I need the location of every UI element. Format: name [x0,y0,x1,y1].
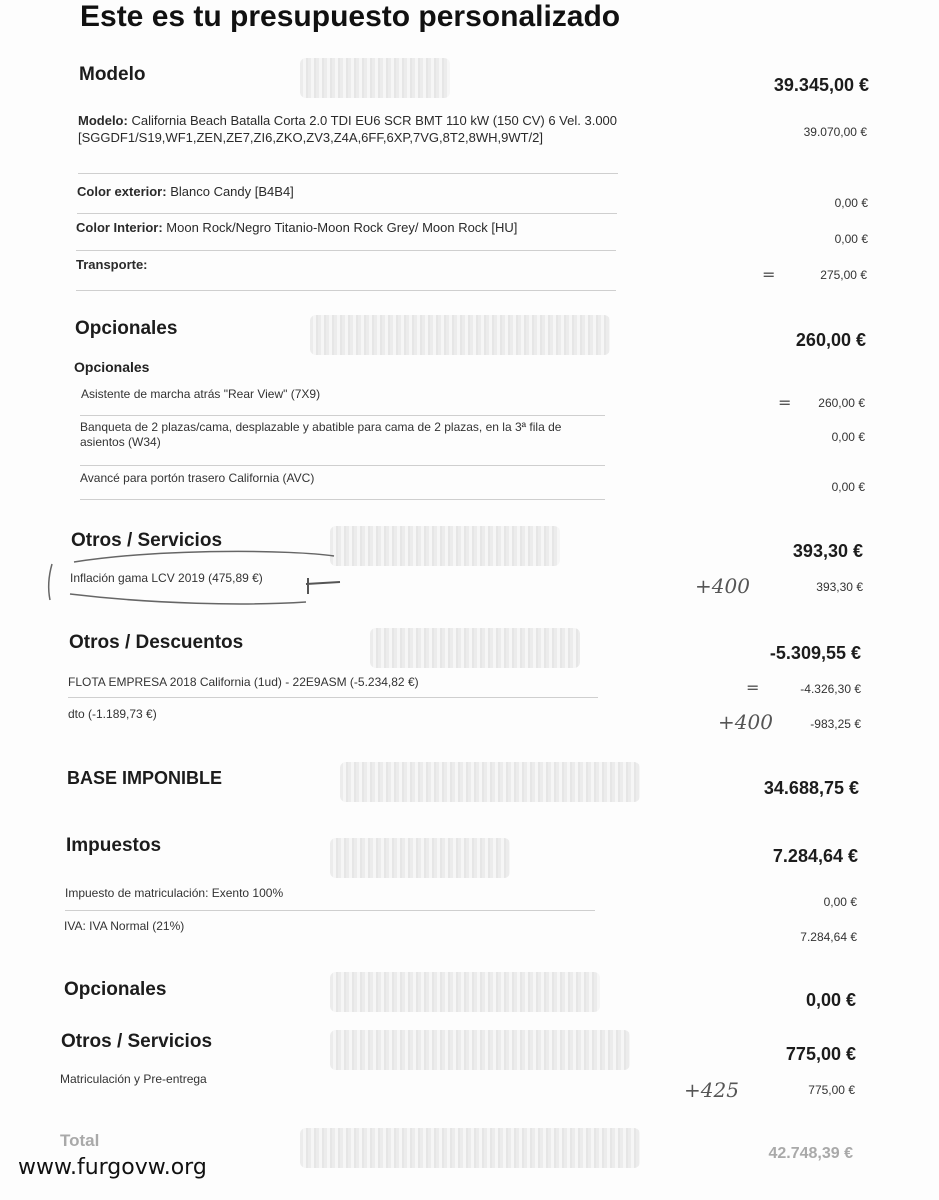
descuento-item-2: dto (-1.189,73 €) [68,707,157,721]
descuento-item-1: FLOTA EMPRESA 2018 California (1ud) - 22E9ASM (-5.234,82 €) [68,675,419,689]
handwritten-equals: = [746,678,760,697]
modelo-label: Modelo: [78,113,128,128]
color-exterior-line [77,184,294,199]
scan-smear [300,58,450,98]
impuesto-item-1: Impuesto de matriculación: Exento 100% [65,886,284,900]
scan-smear [340,762,640,802]
divider [65,910,595,911]
section-total-modelo: 39.345,00 € [773,75,869,95]
handwritten-note: +425 [684,1078,739,1102]
transporte-amount: 275,00 € [820,268,867,282]
section-total-base-imponible: 34.688,75 € [763,778,859,798]
servicio2-item-1: Matriculación y Pre-entrega [60,1072,207,1086]
color-exterior-amount: 0,00 € [834,196,868,210]
section-total-otros-servicios: 393,30 € [792,541,863,561]
section-heading-otros-servicios: Otros / Servicios [71,530,223,551]
transporte-line [76,257,148,272]
page-title: Este es tu presupuesto personalizado [80,0,621,33]
impuesto-amount-1: 0,00 € [823,895,857,909]
opcional-item-3: Avancé para portón trasero California (AVC) [80,471,315,485]
handwritten-note: +400 [695,574,750,598]
color-exterior-label: Color exterior: [77,184,167,199]
modelo-text: California Beach Batalla Corta 2.0 TDI EU6 SCR BMT 110 kW (150 CV) 6 Vel. 3.000 [SGGDF1/S19,WF1,ZEN,ZE7,ZI6,ZKO,ZV3,Z4A,6FF,6XP,7VG,8T2,8WH,9WT/2] [78,113,618,145]
section-heading-base-imponible: BASE IMPONIBLE [67,768,223,788]
handwritten-note: +400 [718,710,773,734]
impuesto-item-2: IVA: IVA Normal (21%) [64,919,185,933]
scan-smear [310,315,610,355]
servicio-item-1: Inflación gama LCV 2019 (475,89 €) [70,571,263,585]
descuento-amount-2: -983,25 € [810,717,861,731]
divider [80,465,605,466]
scan-smear [300,1128,640,1168]
scan-smear [370,628,580,668]
color-interior-text: Moon Rock/Negro Titanio-Moon Rock Grey/ Moon Rock [HU] [166,220,518,235]
handwritten-circle-mark [44,548,344,608]
divider [80,415,605,416]
color-interior-line [76,220,517,235]
total-heading: Total [60,1131,100,1150]
section-total-impuestos: 7.284,64 € [772,846,858,866]
section-heading-modelo: Modelo [79,64,146,85]
color-exterior-text: Blanco Candy [B4B4] [170,184,294,199]
divider [80,499,605,500]
section-total-otros-descuentos: -5.309,55 € [769,643,861,663]
section-heading-otros-descuentos: Otros / Descuentos [69,632,244,653]
scan-smear [330,838,510,878]
modelo-amount: 39.070,00 € [803,125,867,139]
opcional-amount-1: 260,00 € [818,396,865,410]
divider [76,250,616,251]
impuesto-amount-2: 7.284,64 € [800,930,857,944]
handwritten-equals: = [762,265,776,284]
handwritten-equals: = [778,393,792,412]
opcional-item-2: Banqueta de 2 plazas/cama, desplazable y abatible para cama de 2 plazas, en la 3ª fila de asientos (W34) [80,420,562,449]
opcional-amount-3: 0,00 € [831,480,865,494]
servicio-amount-1: 393,30 € [816,580,863,594]
watermark-url: www.furgovw.org [18,1155,207,1180]
color-interior-label: Color Interior: [76,220,163,235]
section-heading-opcionales-2: Opcionales [64,979,167,1000]
divider [68,697,598,698]
divider [76,290,616,291]
section-heading-opcionales: Opcionales [75,318,178,339]
color-interior-amount: 0,00 € [834,232,868,246]
total-amount: 42.748,39 € [768,1145,853,1162]
modelo-line [78,112,618,146]
divider [78,173,618,174]
divider [77,213,617,214]
transporte-label: Transporte: [76,257,148,272]
section-total-opcionales: 260,00 € [795,330,866,350]
section-total-opcionales-2: 0,00 € [805,990,856,1010]
section-heading-otros-servicios-2: Otros / Servicios [61,1031,213,1052]
section-total-otros-servicios-2: 775,00 € [785,1044,856,1064]
descuento-amount-1: -4.326,30 € [800,682,861,696]
scan-smear [330,1030,630,1070]
opcional-amount-2: 0,00 € [831,430,865,444]
section-heading-impuestos: Impuestos [66,835,162,856]
servicio2-amount-1: 775,00 € [808,1083,855,1097]
opcional-item-1: Asistente de marcha atrás "Rear View" (7X9) [81,387,321,401]
scan-smear [330,972,600,1012]
subheading-opcionales: Opcionales [74,359,150,375]
scan-smear [330,526,560,566]
